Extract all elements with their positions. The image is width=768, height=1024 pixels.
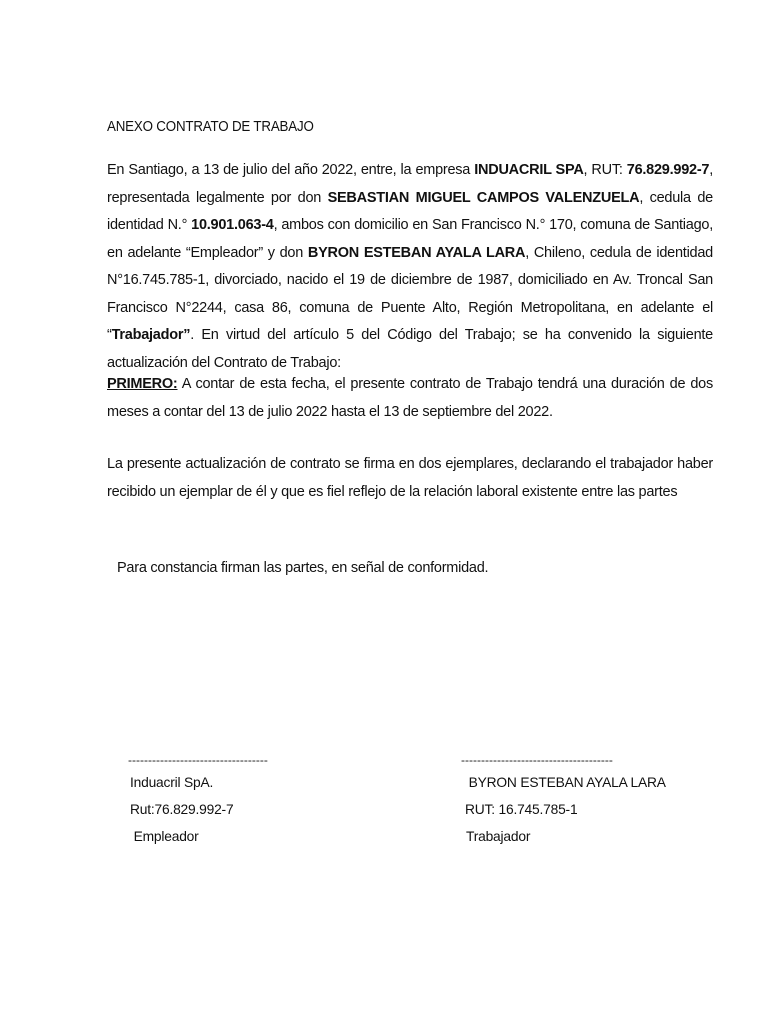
representative-name: SEBASTIAN MIGUEL CAMPOS VALENZUELA	[327, 189, 640, 206]
constancia-line: Para constancia firman las partes, en señal de conformidad.	[117, 560, 489, 576]
intro-text-2: , RUT:	[583, 162, 627, 178]
intro-text-1: En Santiago, a 13 de julio del año 2022, entre, la empresa	[107, 162, 475, 178]
company-rut: 76.829.992-7	[626, 162, 710, 178]
employer-signature-name: Induacril SpA.	[130, 775, 214, 790]
clause-first-label: PRIMERO:	[107, 376, 178, 392]
worker-role: Trabajador”	[111, 327, 191, 343]
employer-signature-role: Empleador	[130, 829, 199, 844]
worker-signature-name: BYRON ESTEBAN AYALA LARA	[465, 775, 666, 790]
intro-text-4: , cedula de identidad N.°	[107, 189, 713, 233]
intro-text-7: . En virtud del artículo 5 del Código del Trabajo; se ha convenido la siguiente actualización del Contrato de Trabajo:	[107, 327, 713, 371]
closing-paragraph: La presente actualización de contrato se firma en dos ejemplares, declarando el trabajador haber recibido un ejemplar de él y que es fiel reflejo de la relación laboral existente entre las partes	[107, 456, 713, 500]
employer-signature-rut: Rut:76.829.992-7	[130, 802, 234, 817]
document-title: ANEXO CONTRATO DE TRABAJO	[107, 119, 314, 135]
worker-signature-rut: RUT: 16.745.785-1	[465, 802, 578, 817]
intro-text-6: , Chileno, cedula de identidad N°16.745.785-1, divorciado, nacido el 19 de diciembre de 1987, domiciliado en Av. Troncal San Francisco N°2244, casa 86, comuna de Puente Alto, Región Metropolitana, en adelante el “	[107, 244, 713, 343]
clause-first-text: A contar de esta fecha, el presente contrato de Trabajo tendrá una duración de dos meses a contar del 13 de julio 2022 hasta el 13 de septiembre del 2022.	[107, 376, 713, 420]
worker-name: BYRON ESTEBAN AYALA LARA	[307, 244, 526, 261]
worker-signature-role: Trabajador	[466, 829, 531, 844]
intro-text-3: , representada legalmente por don	[107, 162, 714, 206]
company-name: INDUACRIL SPA	[474, 162, 584, 178]
representative-id: 10.901.063-4	[191, 217, 274, 233]
employer-signature-line: -----------------------------------	[128, 753, 268, 767]
clause-first	[107, 371, 713, 426]
intro-text-5: , ambos con domicilio en San Francisco N.° 170, comuna de Santiago, en adelante “Empleador” y don	[107, 217, 713, 261]
worker-signature-line: --------------------------------------	[461, 753, 613, 767]
intro-paragraph	[107, 157, 713, 377]
